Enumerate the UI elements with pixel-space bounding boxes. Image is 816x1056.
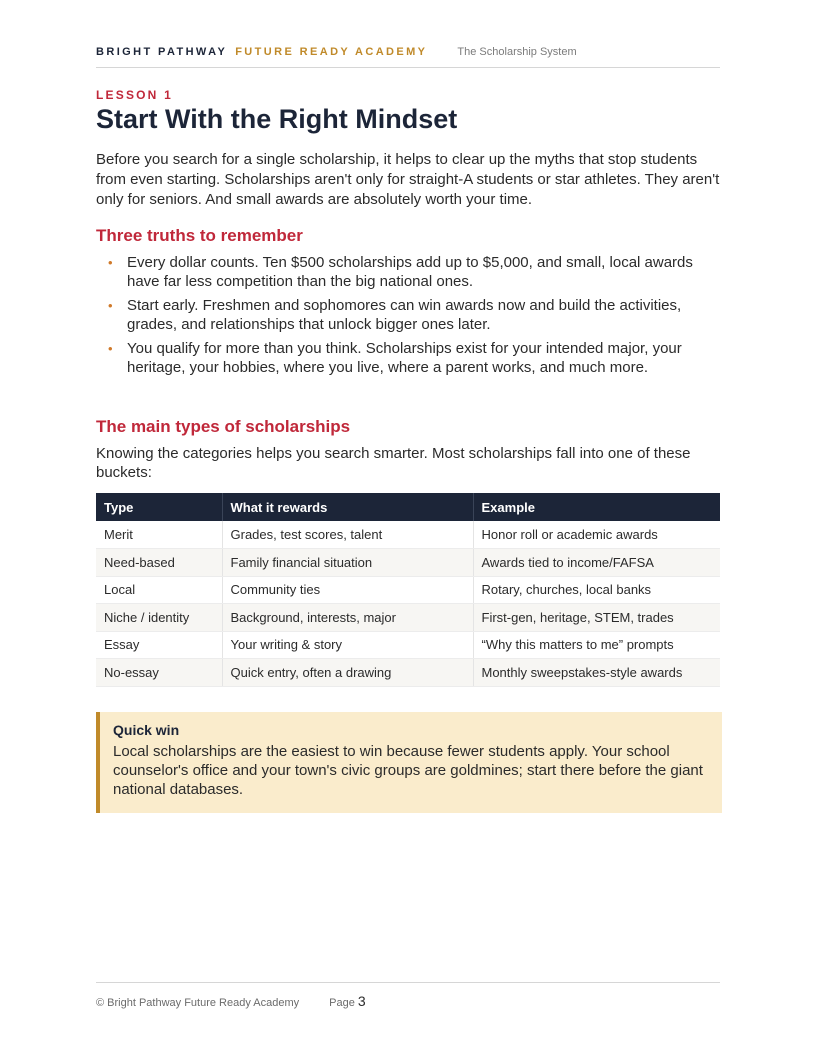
table-cell: “Why this matters to me” prompts (473, 631, 720, 659)
page-number: 3 (357, 993, 366, 1009)
table-row (96, 659, 720, 687)
truths-list (96, 253, 720, 382)
table-cell: Your writing & story (222, 631, 473, 659)
intro-paragraph: Before you search for a single scholarship, it helps to clear up the myths that stop students from even starting. Scholarships aren't only for straight-A students or star athletes. They aren't only for seniors. And small awards are absolutely worth your time. (96, 151, 720, 208)
page-title: Start With the Right Mindset (96, 104, 458, 134)
scholarship-types-table (96, 493, 720, 687)
list-item (96, 296, 720, 334)
table-cell: Community ties (222, 576, 473, 604)
callout-text: Local scholarships are the easiest to win because fewer students apply. Your school counselor's office and your town's civic groups are goldmines; start there before the giant national databases. (113, 743, 703, 798)
table-row (96, 576, 720, 604)
column-header-type: Type (96, 493, 222, 521)
types-intro-paragraph: Knowing the categories helps you search smarter. Most scholarships fall into one of these buckets: (96, 445, 691, 481)
table-cell: First-gen, heritage, STEM, trades (473, 604, 720, 632)
brand-secondary: FUTURE READY ACADEMY (235, 46, 428, 58)
table-cell: No-essay (96, 659, 222, 687)
table-row (96, 631, 720, 659)
callout-title: Quick win (113, 722, 180, 738)
lesson-eyebrow: LESSON 1 (96, 88, 173, 102)
truths-heading: Three truths to remember (96, 226, 303, 245)
footer-copyright: © Bright Pathway Future Ready Academy (96, 997, 300, 1009)
table-cell: Need-based (96, 549, 222, 577)
table-row (96, 521, 720, 549)
table-header-row (96, 493, 720, 521)
bullet-icon: • (108, 341, 113, 356)
list-item (96, 339, 720, 377)
document-page (96, 0, 720, 1056)
footer-page-label: Page (329, 997, 355, 1009)
table-cell: Awards tied to income/FAFSA (473, 549, 720, 577)
brand-primary: BRIGHT PATHWAY (96, 46, 228, 58)
types-heading: The main types of scholarships (96, 417, 351, 436)
bullet-icon: • (108, 298, 113, 313)
table-cell: Quick entry, often a drawing (222, 659, 473, 687)
list-item-text: Every dollar counts. Ten $500 scholarships add up to $5,000, and small, local awards have far less competition than the big national ones. (127, 254, 693, 290)
table-cell: Essay (96, 631, 222, 659)
table-row (96, 549, 720, 577)
column-header-rewards: What it rewards (222, 493, 473, 521)
table-cell: Monthly sweepstakes-style awards (473, 659, 720, 687)
table-cell: Background, interests, major (222, 604, 473, 632)
list-item-text: You qualify for more than you think. Scholarships exist for your intended major, your heritage, your hobbies, where you live, where a parent works, and much more. (127, 340, 682, 376)
table-cell: Niche / identity (96, 604, 222, 632)
bullet-icon: • (108, 255, 113, 270)
table-cell: Local (96, 576, 222, 604)
list-item (96, 253, 720, 291)
list-item-text: Start early. Freshmen and sophomores can win awards now and build the activities, grades, and relationships that unlock bigger ones later. (127, 297, 682, 333)
table-cell: Honor roll or academic awards (473, 521, 720, 549)
table-cell: Merit (96, 521, 222, 549)
table-cell: Family financial situation (222, 549, 473, 577)
table-cell: Grades, test scores, talent (222, 521, 473, 549)
header-subtitle: The Scholarship System (457, 46, 577, 58)
table-cell: Rotary, churches, local banks (473, 576, 720, 604)
quick-win-callout (96, 712, 722, 813)
page-header (96, 46, 720, 68)
page-footer (96, 982, 720, 1009)
table-row (96, 604, 720, 632)
column-header-example: Example (473, 493, 720, 521)
